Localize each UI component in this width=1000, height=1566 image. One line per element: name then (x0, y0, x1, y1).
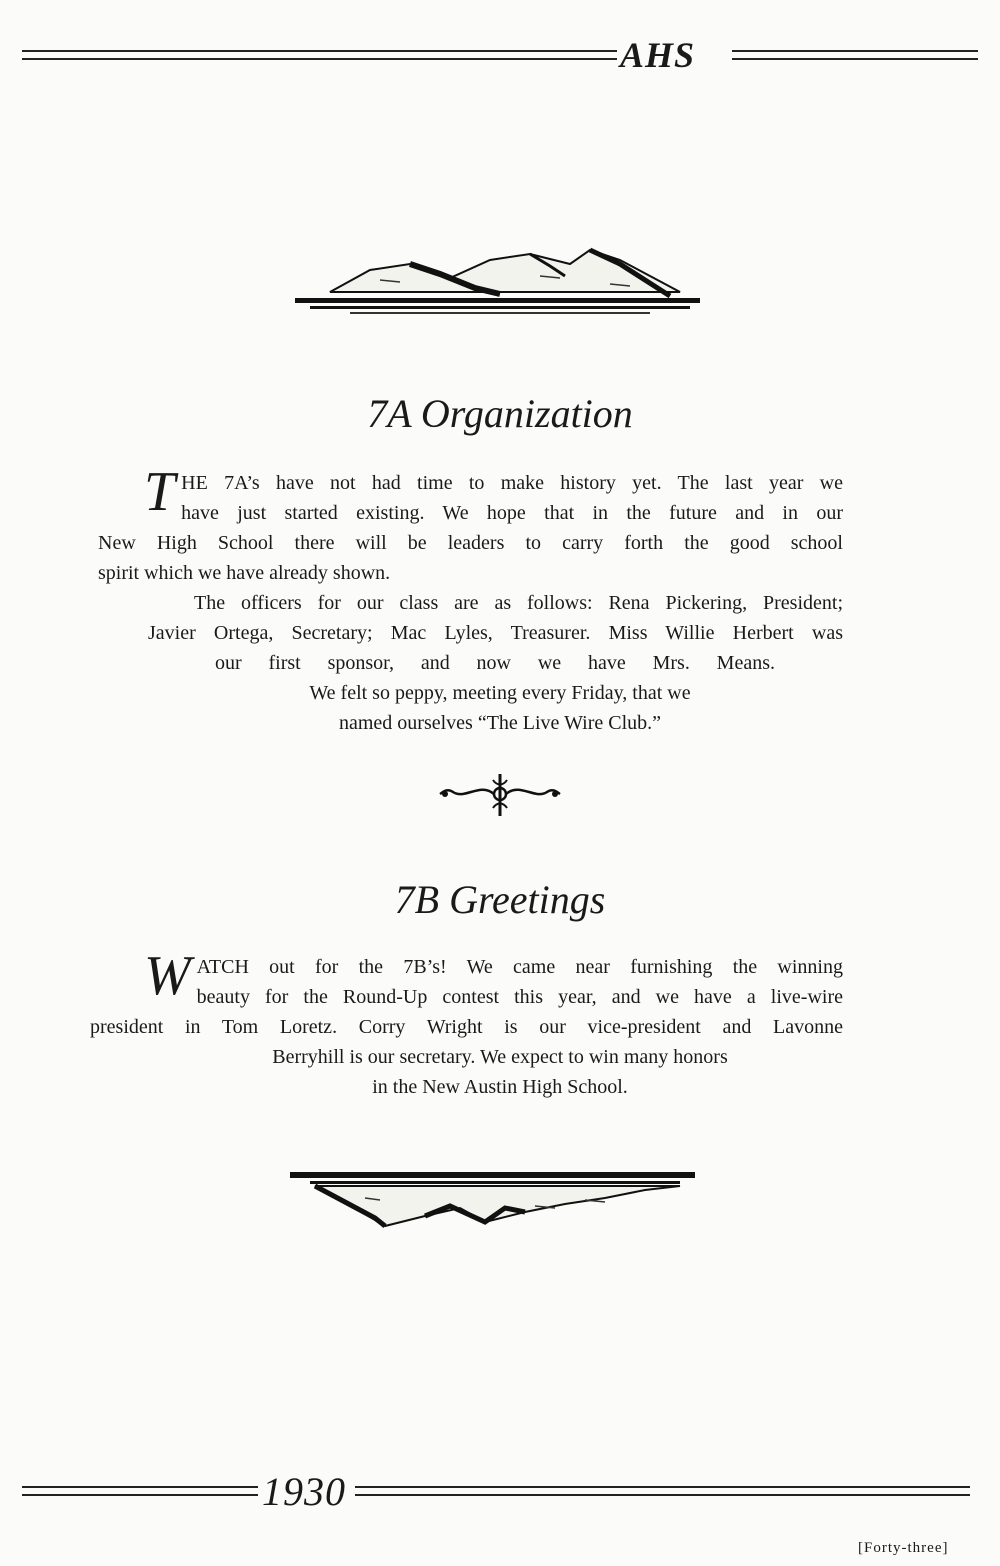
header-title: AHS (620, 35, 696, 75)
section-body-7a (98, 461, 843, 588)
body-line-centered: our first sponsor, and now we have Mrs. Means. (215, 652, 775, 674)
body-line-centered: We felt so peppy, meeting every Friday, that we (309, 682, 691, 704)
mountain-illustration-icon (290, 240, 710, 320)
body-line: beauty for the Round-Up contest this year, and we have a live-wire (196, 986, 843, 1008)
drop-cap: W (144, 945, 191, 1007)
body-line: HE 7A’s have not had time to make history yet. The last year we (181, 472, 843, 494)
body-line: The officers for our class are as follows: Rena Pickering, President; (194, 592, 843, 614)
body-line-centered: in the New Austin High School. (372, 1076, 628, 1098)
body-line: have just started existing. We hope that in the future and in our (181, 502, 843, 524)
footer-rule-left (22, 1486, 258, 1496)
body-line: New High School there will be leaders to carry forth the good school (98, 532, 843, 554)
footer-rule-right (355, 1486, 970, 1496)
mountain-reflection-illustration-icon (285, 1168, 705, 1243)
header-rule-left (22, 50, 617, 60)
drop-cap: T (144, 461, 176, 523)
body-line: president in Tom Loretz. Corry Wright is our vice-president and Lavonne (90, 1016, 843, 1038)
body-line: ATCH out for the 7B’s! We came near furnishing the winning (196, 956, 843, 978)
page-number: [Forty-three] (858, 1540, 949, 1556)
body-line-centered: named ourselves “The Live Wire Club.” (338, 712, 662, 734)
section-title-7b: 7B Greetings (394, 877, 606, 922)
section-officers-7a (148, 588, 843, 648)
section-title-7a: 7A Organization (367, 391, 633, 436)
body-line: spirit which we have already shown. (98, 562, 391, 584)
footer-year: 1930 (262, 1469, 346, 1514)
ornament-icon (435, 770, 565, 820)
section-body-7b (90, 945, 843, 1042)
body-line: Javier Ortega, Secretary; Mac Lyles, Treasurer. Miss Willie Herbert was (148, 622, 843, 644)
body-line-centered: Berryhill is our secretary. We expect to win many honors (272, 1046, 728, 1068)
header-rule-right (732, 50, 978, 60)
